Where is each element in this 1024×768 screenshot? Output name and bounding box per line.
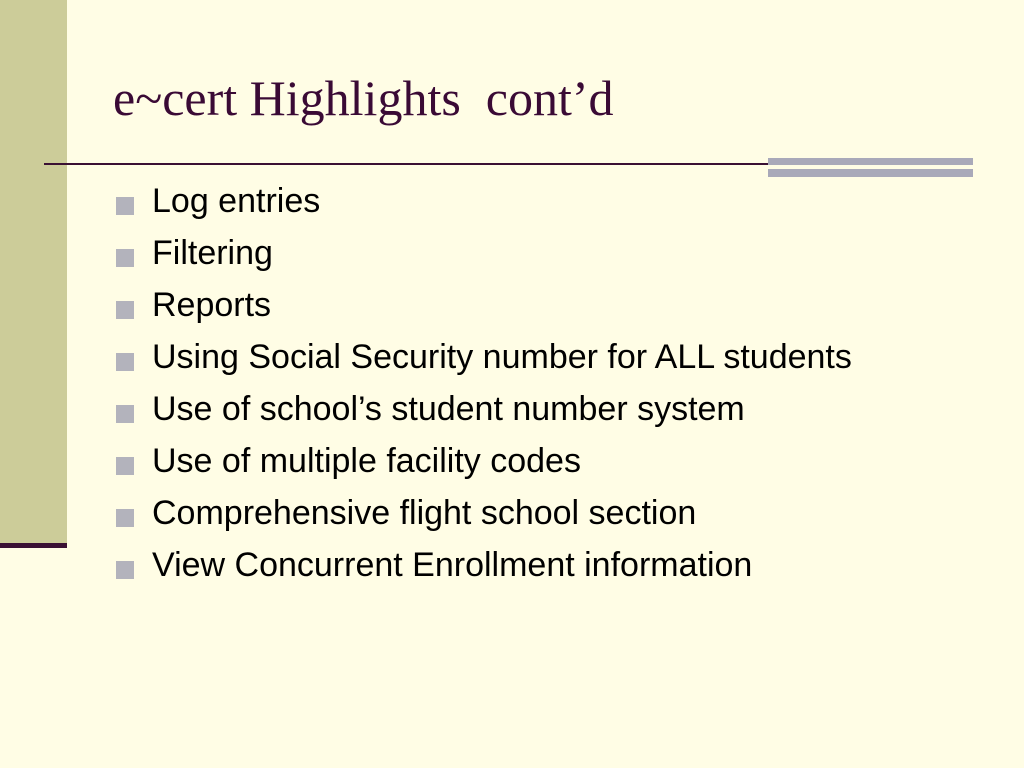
square-bullet-icon — [116, 197, 134, 215]
square-bullet-icon — [116, 301, 134, 319]
bullet-text: Filtering — [152, 234, 273, 272]
title-accent-bars — [768, 158, 973, 179]
accent-bar-bottom — [768, 169, 973, 177]
bullet-item — [116, 180, 976, 223]
square-bullet-icon — [116, 457, 134, 475]
square-bullet-icon — [116, 509, 134, 527]
bullet-item — [116, 336, 976, 379]
title-underline — [44, 163, 772, 165]
square-bullet-icon — [116, 405, 134, 423]
bullet-text: Log entries — [152, 182, 321, 220]
bullet-text: Reports — [152, 286, 272, 324]
bullet-list — [116, 180, 976, 596]
bullet-item — [116, 440, 976, 483]
left-accent-line — [0, 543, 67, 548]
bullet-item — [116, 544, 976, 587]
accent-bar-top — [768, 158, 973, 165]
bullet-text: Use of multiple facility codes — [152, 442, 581, 480]
bullet-item — [116, 388, 976, 431]
bullet-item — [116, 492, 976, 535]
bullet-item — [116, 232, 976, 275]
bullet-text: Comprehensive flight school section — [152, 494, 697, 532]
square-bullet-icon — [116, 249, 134, 267]
bullet-text: Use of school’s student number system — [152, 390, 745, 428]
left-decorative-band — [0, 0, 67, 545]
bullet-text: Using Social Security number for ALL students — [152, 338, 852, 376]
bullet-item — [116, 284, 976, 327]
square-bullet-icon — [116, 561, 134, 579]
bullet-text: View Concurrent Enrollment information — [152, 546, 753, 584]
square-bullet-icon — [116, 353, 134, 371]
slide-title: e~cert Highlights cont’d — [113, 70, 614, 126]
